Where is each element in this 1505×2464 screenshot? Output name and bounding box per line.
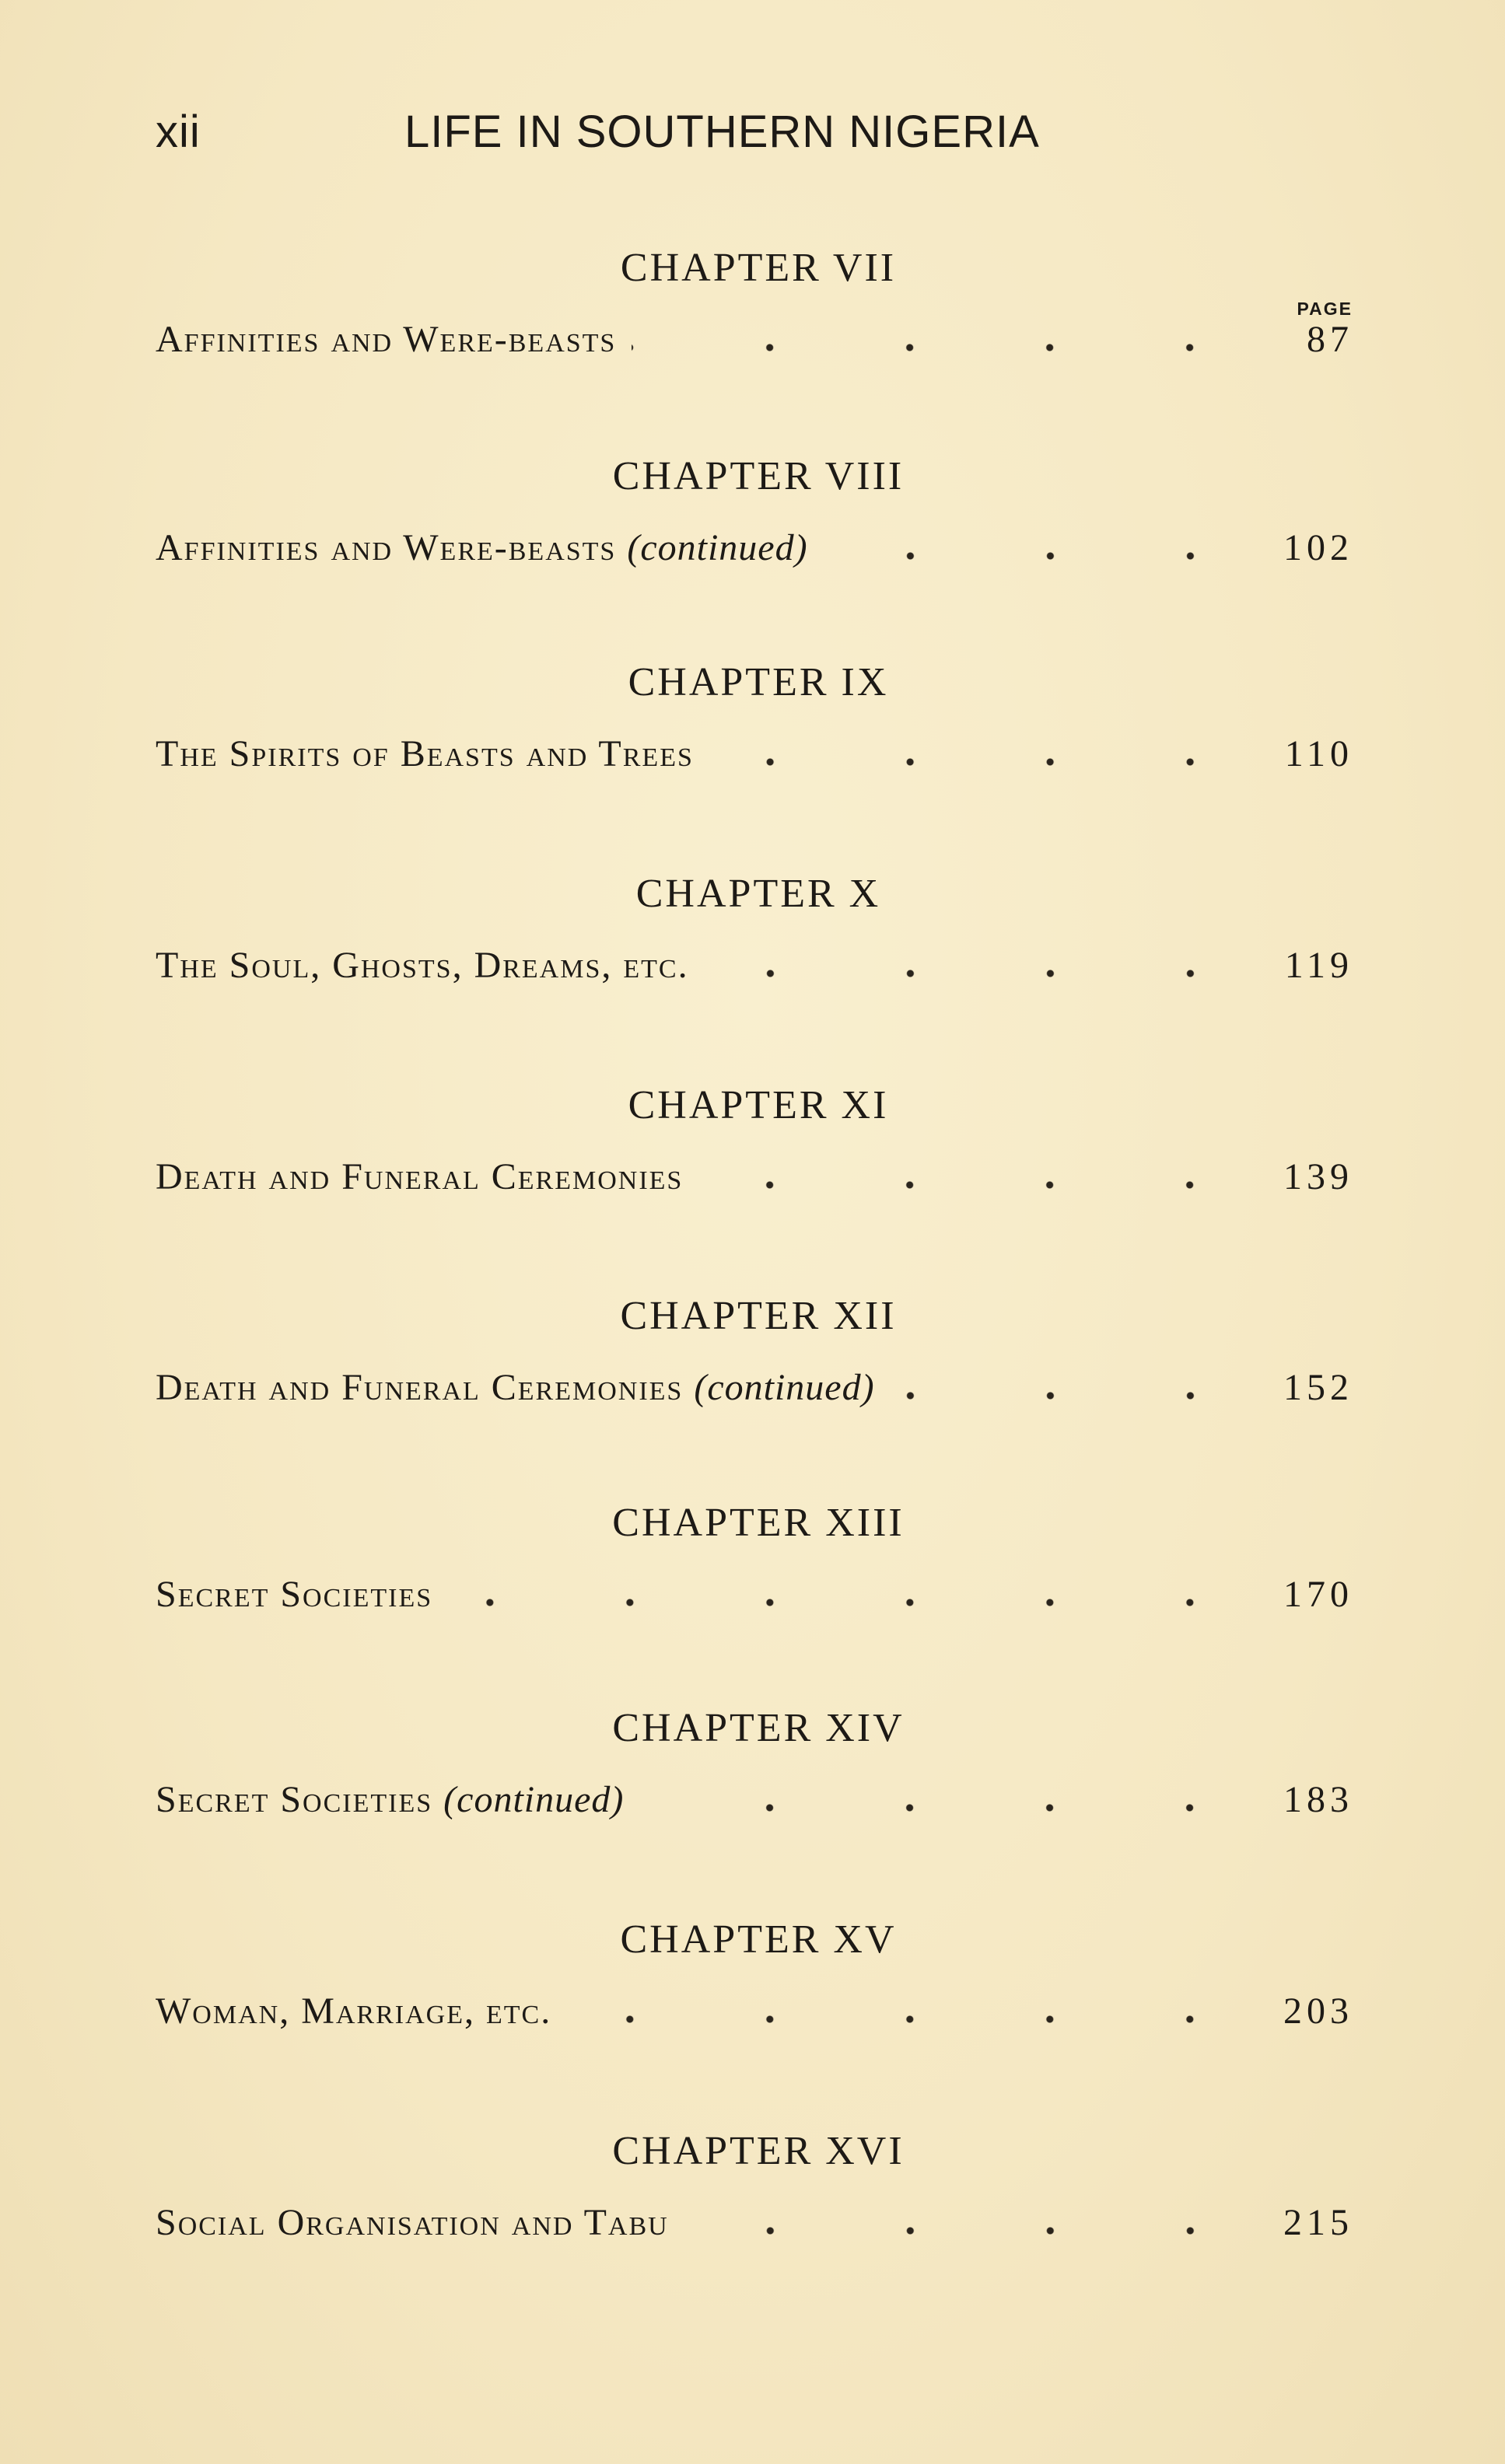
- running-head: [156, 101, 1353, 163]
- book-title: LIFE IN SOUTHERN NIGERIA: [404, 107, 1040, 157]
- dot-leader: [709, 730, 1260, 769]
- entry-title: [156, 1773, 624, 1827]
- entry-page-number: 152: [1283, 1367, 1353, 1408]
- entry-title: [156, 1568, 432, 1622]
- entry-title-text: The Soul, Ghosts, Dreams, etc.: [156, 945, 689, 986]
- toc-chapter: [156, 1701, 1353, 1841]
- toc-chapter: [156, 655, 1353, 795]
- entry-page-number: 87: [1307, 319, 1353, 360]
- entry-title-text: Affinities and Were-beasts: [156, 527, 617, 568]
- entry-title-text: The Spirits of Beasts and Trees: [156, 733, 694, 774]
- entry-page-number: 102: [1283, 527, 1353, 568]
- entry-continued: (continued): [694, 1367, 875, 1408]
- toc-chapter: [156, 1496, 1353, 1636]
- toc-chapter: [156, 2124, 1353, 2264]
- entry-title: [156, 1361, 875, 1415]
- toc-chapter: [156, 241, 1353, 381]
- entry-title: [156, 938, 689, 993]
- entry-title-text: Affinities and Were-beasts: [156, 319, 617, 360]
- toc-entry: [156, 1984, 1353, 2039]
- entry-title: [156, 727, 694, 781]
- toc-chapter: [156, 449, 1353, 589]
- toc-entry: [156, 2196, 1353, 2250]
- dot-leader: [684, 2199, 1260, 2238]
- entry-title-text: Social Organisation and Tabu: [156, 2202, 669, 2243]
- chapter-heading: CHAPTER XII: [620, 1294, 897, 1338]
- toc-entry: [156, 1361, 1353, 1415]
- chapter-heading: CHAPTER XI: [628, 1083, 889, 1127]
- toc-entry: [156, 313, 1353, 367]
- chapter-heading: CHAPTER XIII: [612, 1501, 905, 1545]
- chapter-heading: CHAPTER XIV: [612, 1706, 905, 1750]
- dot-leader: [705, 942, 1260, 980]
- toc-entry: [156, 1150, 1353, 1204]
- toc-entry: [156, 1773, 1353, 1827]
- toc-entry: [156, 727, 1353, 781]
- toc-entry: [156, 938, 1353, 993]
- dot-leader: [448, 1571, 1260, 1609]
- entry-continued: (continued): [627, 527, 808, 568]
- page-column-label: PAGE: [1297, 299, 1353, 319]
- entry-page-number: 139: [1283, 1156, 1353, 1197]
- entry-title-text: Secret Societies: [156, 1574, 433, 1615]
- toc-entry: [156, 521, 1353, 575]
- entry-title: [156, 2196, 669, 2250]
- chapter-heading: CHAPTER XV: [620, 1917, 897, 1962]
- entry-page-number: 110: [1284, 733, 1353, 774]
- entry-title: [156, 313, 616, 367]
- toc-chapter: [156, 1289, 1353, 1429]
- dot-leader: [891, 1364, 1260, 1403]
- entry-title-text: Secret Societies: [156, 1779, 433, 1820]
- chapter-heading: CHAPTER VIII: [612, 454, 905, 498]
- toc-chapter: [156, 1913, 1353, 2053]
- entry-page-number: 183: [1283, 1779, 1353, 1820]
- entry-page-number: 119: [1284, 945, 1353, 986]
- dot-leader: [698, 1153, 1260, 1192]
- chapter-heading: CHAPTER XVI: [612, 2129, 905, 2173]
- entry-continued: (continued): [443, 1779, 625, 1820]
- entry-title-text: Death and Funeral Ceremonies: [156, 1156, 684, 1197]
- dot-leader: [824, 524, 1260, 563]
- dot-leader: [567, 1987, 1260, 2026]
- chapter-heading: CHAPTER VII: [620, 246, 897, 290]
- chapter-heading: CHAPTER X: [635, 872, 881, 916]
- page-folio: xii: [156, 107, 201, 157]
- entry-page-number: 203: [1283, 1990, 1353, 2032]
- dot-leader: [639, 1776, 1260, 1815]
- entry-title-text: Woman, Marriage, etc.: [156, 1990, 552, 2032]
- entry-page-number: 215: [1283, 2202, 1353, 2243]
- entry-title: [156, 1150, 683, 1204]
- toc-chapter: [156, 867, 1353, 1007]
- toc-chapter: [156, 1078, 1353, 1218]
- entry-page-number: 170: [1283, 1574, 1353, 1615]
- chapter-heading: CHAPTER IX: [628, 660, 889, 704]
- entry-title: [156, 521, 808, 575]
- dot-leader: [632, 316, 1260, 355]
- entry-title-text: Death and Funeral Ceremonies: [156, 1367, 684, 1408]
- toc-entry: [156, 1568, 1353, 1622]
- entry-title: [156, 1984, 551, 2039]
